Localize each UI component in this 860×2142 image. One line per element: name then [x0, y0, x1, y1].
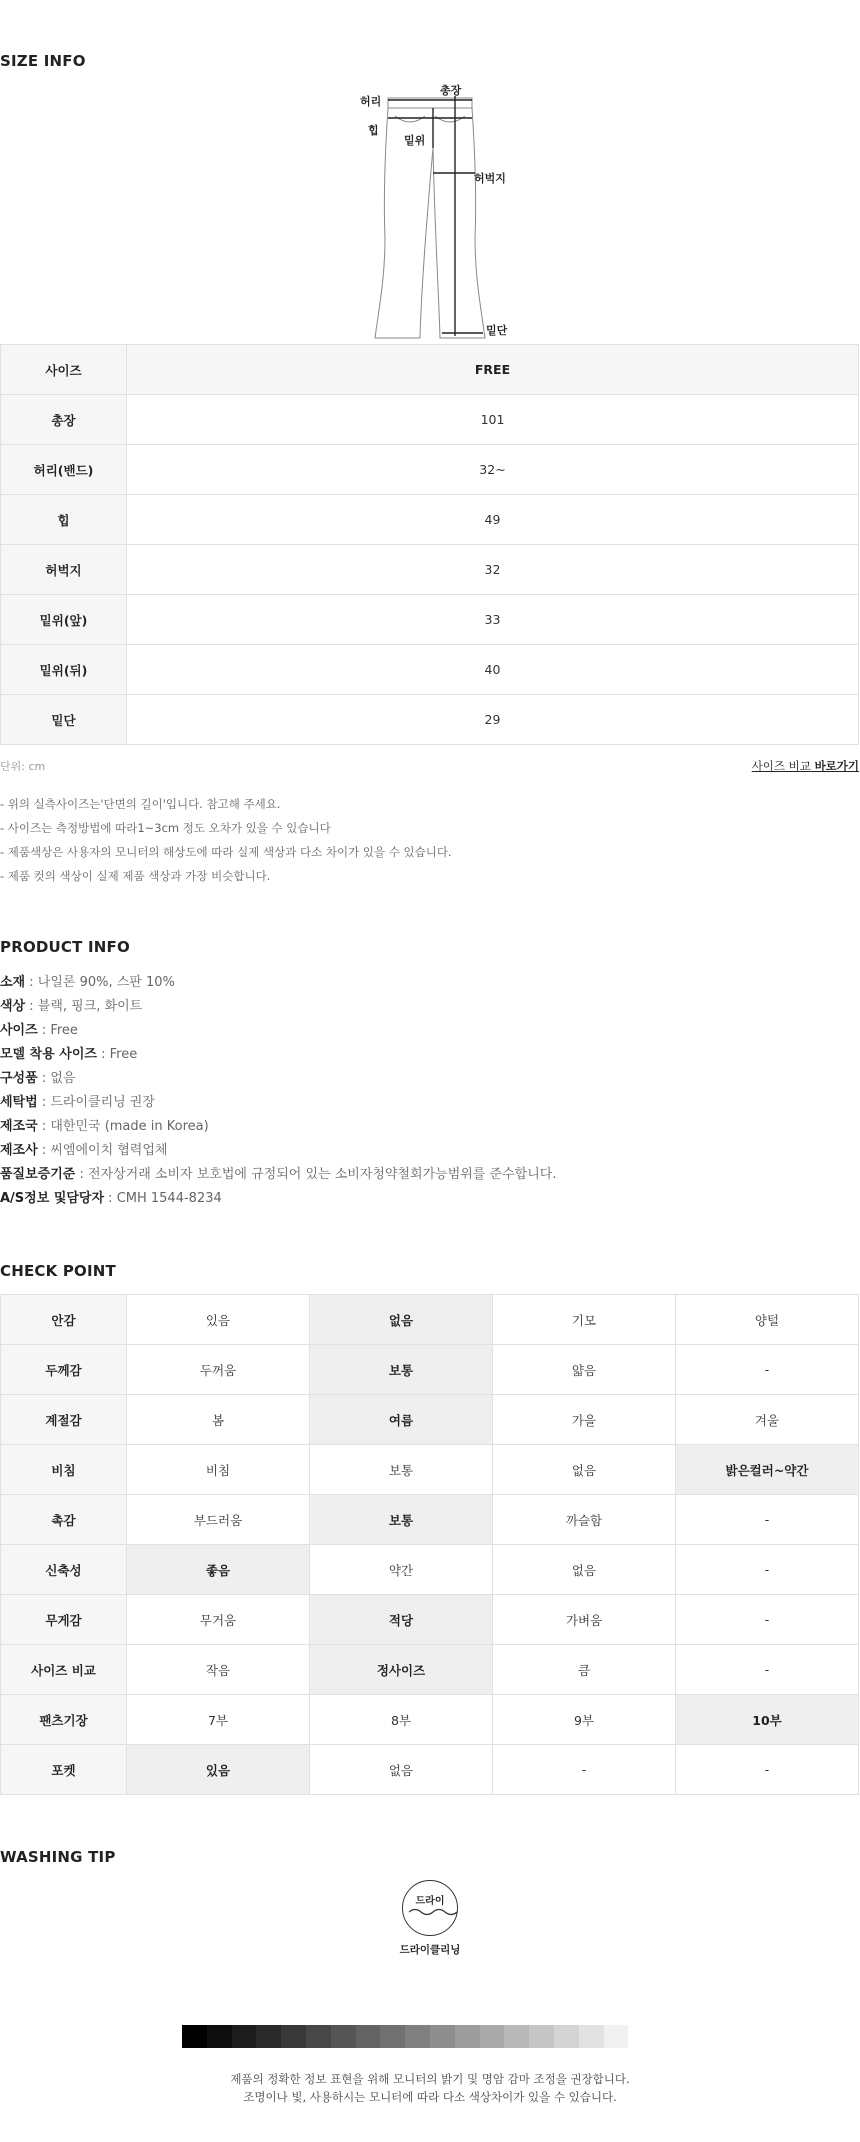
- check-point-cell: 얇음: [493, 1345, 676, 1395]
- check-point-cell: 보통: [310, 1345, 493, 1395]
- gray-swatch: [504, 2025, 529, 2048]
- size-row-label: 힙: [1, 495, 127, 545]
- washing-tip: [397, 1880, 463, 1957]
- product-info-list: [0, 971, 556, 1211]
- check-point-cell: 무거움: [127, 1595, 310, 1645]
- product-info-label: 품질보증기준: [0, 1167, 76, 1182]
- gray-swatch: [281, 2025, 306, 2048]
- dry-clean-icon: [402, 1880, 458, 1936]
- check-point-cell: 양털: [676, 1295, 859, 1345]
- product-info-item: [0, 1091, 556, 1115]
- size-row-label: 총장: [1, 395, 127, 445]
- product-info-label: 구성품: [0, 1071, 38, 1086]
- size-compare-prefix: 사이즈 비교: [751, 759, 811, 773]
- product-info-label: 제조사: [0, 1143, 38, 1158]
- check-point-cell: 까슬함: [493, 1495, 676, 1545]
- check-point-cell: 있음: [127, 1745, 310, 1795]
- check-point-cell: 작음: [127, 1645, 310, 1695]
- check-point-cell: -: [676, 1645, 859, 1695]
- product-info-item: [0, 1019, 556, 1043]
- note-item: - 제품 컷의 색상이 실제 제품 색상과 가장 비슷합니다.: [0, 869, 271, 883]
- check-point-cell: 없음: [310, 1745, 493, 1795]
- check-point-cell: -: [493, 1745, 676, 1795]
- note-item: - 위의 실측사이즈는'단면의 길이'입니다. 참고해 주세요.: [0, 797, 281, 811]
- size-table: [0, 344, 859, 745]
- check-point-label: 촉감: [1, 1495, 127, 1545]
- table-row: [1, 695, 859, 745]
- diagram-label-rise: 밑위: [404, 134, 426, 147]
- check-point-cell: -: [676, 1495, 859, 1545]
- check-point-cell: 약간: [310, 1545, 493, 1595]
- product-info-value: : 전자상거래 소비자 보호법에 규정되어 있는 소비자청약철회가능범위를 준수합니다.: [75, 1167, 557, 1182]
- gray-swatch: [256, 2025, 281, 2048]
- gray-swatch: [405, 2025, 430, 2048]
- check-point-cell: 없음: [493, 1545, 676, 1595]
- size-row-label: 허리(밴드): [1, 445, 127, 495]
- washing-tip-title: WASHING TIP: [0, 1848, 116, 1866]
- dry-clean-icon-text: 드라이: [415, 1896, 445, 1907]
- gray-swatch: [306, 2025, 331, 2048]
- check-point-cell: 가을: [493, 1395, 676, 1445]
- check-point-title: CHECK POINT: [0, 1262, 116, 1280]
- product-info-label: 제조국: [0, 1119, 38, 1134]
- product-info-value: : 없음: [37, 1071, 76, 1086]
- diagram-label-waist: 허리: [360, 95, 382, 108]
- size-compare-link[interactable]: [752, 758, 859, 774]
- size-header-value: FREE: [127, 345, 859, 395]
- unit-row: [0, 758, 859, 774]
- diagram-label-total-length: 총장: [440, 84, 462, 97]
- check-point-cell: 큼: [493, 1645, 676, 1695]
- table-row: [1, 595, 859, 645]
- check-point-cell: 있음: [127, 1295, 310, 1345]
- washing-caption: 드라이클리닝: [399, 1944, 461, 1956]
- check-point-cell: 7부: [127, 1695, 310, 1745]
- product-info-value: : 나일론 90%, 스판 10%: [25, 975, 175, 990]
- size-row-value: 49: [127, 495, 859, 545]
- table-row: [1, 1545, 859, 1595]
- table-row: [1, 445, 859, 495]
- gray-swatch: [380, 2025, 405, 2048]
- table-row: [1, 1595, 859, 1645]
- size-row-label: 허벅지: [1, 545, 127, 595]
- check-point-cell: 좋음: [127, 1545, 310, 1595]
- diagram-label-hem: 밑단: [486, 324, 508, 337]
- check-point-cell: 보통: [310, 1445, 493, 1495]
- check-point-cell: 없음: [493, 1445, 676, 1495]
- gray-swatch: [430, 2025, 455, 2048]
- check-point-cell: 부드러움: [127, 1495, 310, 1545]
- table-row: [1, 1745, 859, 1795]
- product-info-value: : CMH 1544-8234: [104, 1191, 222, 1206]
- check-point-cell: 봄: [127, 1395, 310, 1445]
- product-info-item: [0, 971, 556, 995]
- table-row: [1, 645, 859, 695]
- check-point-cell: 8부: [310, 1695, 493, 1745]
- size-row-value: 32: [127, 545, 859, 595]
- product-info-label: 색상: [0, 999, 26, 1014]
- check-point-cell: 비침: [127, 1445, 310, 1495]
- gray-swatch: [529, 2025, 554, 2048]
- check-point-label: 사이즈 비교: [1, 1645, 127, 1695]
- check-point-label: 무게감: [1, 1595, 127, 1645]
- check-point-cell: 가벼움: [493, 1595, 676, 1645]
- gray-swatch: [356, 2025, 381, 2048]
- gray-swatch: [604, 2025, 629, 2048]
- check-point-cell: 정사이즈: [310, 1645, 493, 1695]
- check-point-label: 계절감: [1, 1395, 127, 1445]
- table-row: [1, 495, 859, 545]
- footer-notice: [0, 2070, 860, 2106]
- size-row-value: 33: [127, 595, 859, 645]
- table-row: [1, 1645, 859, 1695]
- check-point-cell: -: [676, 1545, 859, 1595]
- product-info-item: [0, 1139, 556, 1163]
- size-notes: [0, 792, 452, 888]
- footer-line: 제품의 정확한 정보 표현을 위해 모니터의 밝기 및 명암 감마 조정을 권장합니다.: [230, 2072, 630, 2086]
- size-info-title: SIZE INFO: [0, 52, 86, 70]
- product-info-value: : Free: [37, 1023, 78, 1038]
- check-point-cell: 보통: [310, 1495, 493, 1545]
- check-point-table: [0, 1294, 859, 1795]
- size-compare-go: 바로가기: [814, 759, 859, 773]
- product-info-label: 세탁법: [0, 1095, 38, 1110]
- gray-swatch: [579, 2025, 604, 2048]
- table-row: [1, 1345, 859, 1395]
- wave-icon: [403, 1881, 457, 1935]
- check-point-cell: 없음: [310, 1295, 493, 1345]
- check-point-label: 신축성: [1, 1545, 127, 1595]
- size-row-label: 밑위(앞): [1, 595, 127, 645]
- diagram-label-hip: 힙: [368, 124, 379, 137]
- table-row: [1, 395, 859, 445]
- check-point-label: 안감: [1, 1295, 127, 1345]
- check-point-label: 두께감: [1, 1345, 127, 1395]
- grayscale-strip: [182, 2025, 628, 2048]
- check-point-label: 포켓: [1, 1745, 127, 1795]
- check-point-cell: 10부: [676, 1695, 859, 1745]
- size-row-label: 밑단: [1, 695, 127, 745]
- size-table-header: [1, 345, 859, 395]
- check-point-label: 비침: [1, 1445, 127, 1495]
- product-info-item: [0, 1115, 556, 1139]
- pants-diagram: [355, 78, 515, 348]
- product-info-value: : 씨엠에이치 협력업체: [37, 1143, 168, 1158]
- footer-line: 조명이나 빛, 사용하시는 모니터에 따라 다소 색상차이가 있을 수 있습니다.: [243, 2090, 617, 2104]
- table-row: [1, 1295, 859, 1345]
- check-point-cell: -: [676, 1745, 859, 1795]
- table-row: [1, 545, 859, 595]
- product-info-value: : 대한민국 (made in Korea): [37, 1119, 209, 1134]
- table-row: [1, 1445, 859, 1495]
- product-info-item: [0, 1067, 556, 1091]
- check-point-cell: -: [676, 1595, 859, 1645]
- table-row: [1, 1395, 859, 1445]
- check-point-label: 팬츠기장: [1, 1695, 127, 1745]
- pants-illustration: [355, 78, 515, 348]
- gray-swatch: [331, 2025, 356, 2048]
- check-point-cell: -: [676, 1345, 859, 1395]
- gray-swatch: [207, 2025, 232, 2048]
- check-point-cell: 적당: [310, 1595, 493, 1645]
- gray-swatch: [455, 2025, 480, 2048]
- unit-label: 단위: cm: [0, 760, 46, 773]
- table-row: [1, 1495, 859, 1545]
- size-row-value: 40: [127, 645, 859, 695]
- check-point-cell: 밝은컬러~약간: [676, 1445, 859, 1495]
- check-point-cell: 겨울: [676, 1395, 859, 1445]
- gray-swatch: [554, 2025, 579, 2048]
- table-row: [1, 1695, 859, 1745]
- gray-swatch: [480, 2025, 505, 2048]
- size-row-label: 밑위(뒤): [1, 645, 127, 695]
- size-header-label: 사이즈: [1, 345, 127, 395]
- gray-swatch: [182, 2025, 207, 2048]
- product-info-item: [0, 1043, 556, 1067]
- product-info-label: 사이즈: [0, 1023, 38, 1038]
- product-info-item: [0, 1163, 556, 1187]
- size-row-value: 29: [127, 695, 859, 745]
- note-item: - 제품색상은 사용자의 모니터의 해상도에 따라 실제 색상과 다소 차이가 있을 수 있습니다.: [0, 845, 452, 859]
- product-info-label: A/S정보 및담당자: [0, 1191, 105, 1206]
- check-point-cell: 기모: [493, 1295, 676, 1345]
- gray-swatch: [232, 2025, 257, 2048]
- product-info-item: [0, 1187, 556, 1211]
- size-row-value: 101: [127, 395, 859, 445]
- diagram-label-thigh: 허벅지: [474, 172, 506, 185]
- product-info-value: : Free: [96, 1047, 138, 1062]
- product-info-label: 소재: [0, 975, 26, 990]
- product-info-item: [0, 995, 556, 1019]
- product-info-label: 모델 착용 사이즈: [0, 1047, 97, 1062]
- note-item: - 사이즈는 측정방법에 따라1~3cm 정도 오차가 있을 수 있습니다: [0, 821, 331, 835]
- product-info-value: : 블랙, 핑크, 화이트: [25, 999, 143, 1014]
- check-point-cell: 여름: [310, 1395, 493, 1445]
- product-info-title: PRODUCT INFO: [0, 938, 130, 956]
- check-point-cell: 두꺼움: [127, 1345, 310, 1395]
- size-row-value: 32~: [127, 445, 859, 495]
- product-info-value: : 드라이클리닝 권장: [37, 1095, 155, 1110]
- check-point-cell: 9부: [493, 1695, 676, 1745]
